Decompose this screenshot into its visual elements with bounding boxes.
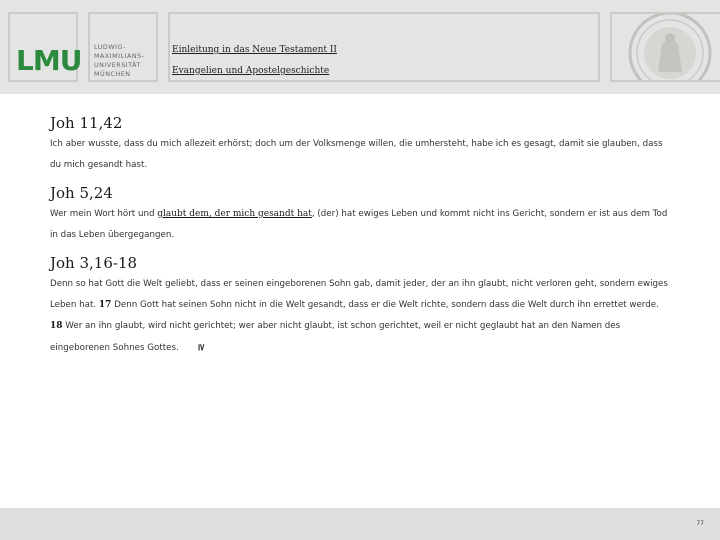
verse-text: Ich aber wusste, dass du mich allezeit erhörst; doch um der Volksmenge willen, die umhersteht, habe ich es gesagt, damit sie glauben, dass du mich gesandt hast. — [50, 139, 663, 170]
course-title[interactable]: Einleitung in das Neue Testament II — [172, 45, 337, 55]
course-title-box — [168, 12, 600, 82]
university-line: MAXIMILIANS- — [94, 52, 145, 60]
university-line: MÜNCHEN — [94, 70, 131, 78]
lmu-logo-text: LMU — [16, 44, 82, 77]
verse-text — [50, 274, 670, 359]
university-line: UNIVERSITÄT — [94, 61, 141, 69]
verse-number: 17 — [98, 300, 112, 310]
course-subtitle[interactable]: Evangelien und Apostelgeschichte — [172, 66, 330, 76]
university-seal — [610, 12, 720, 82]
page-number: 77 — [696, 520, 704, 527]
verse-reference: Joh 5,24 — [50, 184, 113, 202]
verse-reference: Joh 3,16-18 — [50, 254, 138, 272]
verse-text-part: Wer an ihn glaubt, wird nicht gerichtet; wer aber nicht glaubt, ist schon gerichtet, weil er nicht geglaubt hat an den Namen des eingeborenen Sohnes Gottes. — [50, 321, 621, 353]
emphasized-phrase[interactable]: glaubt dem, der mich gesandt hat — [157, 209, 312, 219]
verse-text — [50, 204, 670, 246]
university-name-box — [88, 12, 158, 82]
verse-reference: Joh 11,42 — [50, 114, 123, 132]
slide-footer — [0, 508, 720, 540]
seal-icon — [622, 12, 718, 82]
verse-text-part: Wer mein Wort hört und — [50, 209, 158, 219]
verse-text-part: Denn Gott hat seinen Sohn nicht in die Welt gesandt, dass er die Welt richte, sondern dass die Welt durch ihn errettet werde. — [111, 300, 659, 310]
slide-header — [0, 0, 720, 94]
lmu-logo — [8, 12, 82, 82]
university-name — [94, 43, 145, 79]
slide-content — [50, 112, 670, 365]
university-line: LUDWIG- — [94, 43, 126, 51]
verse-text-part: , (der) hat ewiges Leben und kommt nicht ins Gericht, sondern er ist aus dem Tod in das Leben übergegangen. — [50, 209, 668, 240]
continue-arrow-icon[interactable]: ≥ — [195, 343, 207, 352]
verse-text-part: Denn so hat Gott die Welt geliebt, dass er seinen eingeborenen Sohn gab, damit jeder, der an ihn glaubt, nicht verloren geht, sondern ewiges Leben hat. — [50, 279, 668, 310]
verse-number: 18 — [50, 321, 63, 331]
